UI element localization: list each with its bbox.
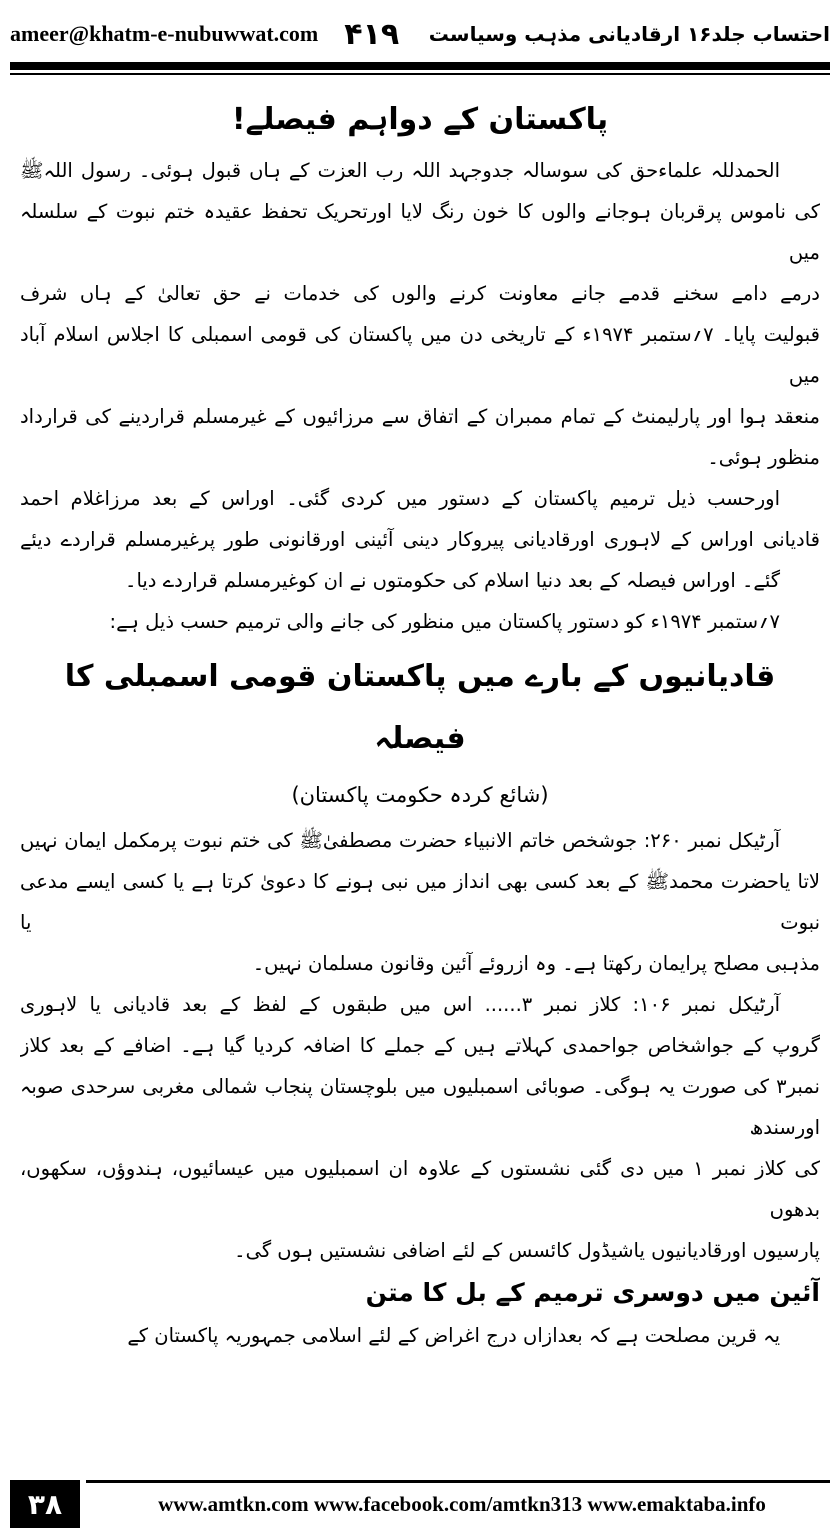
text-line: پارسیوں اورقادیانیوں یاشیڈول کائسس کے لئے اضافی نشستیں ہوں گی۔ xyxy=(234,1239,820,1262)
page-footer xyxy=(10,1480,830,1530)
text-line: الحمدللہ علماءحق کی سوسالہ جدوجہد اللہ رب العزت کے ہاں قبول ہوئی۔ رسول اللہﷺ xyxy=(20,159,780,182)
text-line: یہ قرین مصلحت ہے کہ بعدازاں درج اغراض کے لئے اسلامی جمہوریہ پاکستان کے xyxy=(127,1324,780,1347)
text-line: آرٹیکل نمبر ۱۰۶: کلاز نمبر ۳...... اس میں طبقوں کے لفظ کے بعد قادیانی یا لاہوری xyxy=(20,993,780,1016)
text-line: منعقد ہوا اور پارلیمنٹ کے تمام ممبران کے اتفاق سے مرزائیوں کے غیرمسلم قراردینے کی قرارداد xyxy=(20,405,820,428)
text-line: قبولیت پایا۔ ۷؍ستمبر ۱۹۷۴ء کے تاریخی دن میں پاکستان کی قومی اسمبلی کا اجلاس اسلام آباد میں xyxy=(20,323,820,387)
header-book-title: احتساب جلد۱۶ ارقادیانی مذہب وسیاست xyxy=(428,22,830,46)
paragraph-intro xyxy=(20,150,820,478)
header-email[interactable]: ameer@khatm-e-nubuwwat.com xyxy=(10,21,319,46)
paragraph-bill-text xyxy=(20,1315,820,1356)
text-line: منظور ہوئی۔ xyxy=(707,446,820,469)
paragraph-article-260 xyxy=(20,820,820,984)
text-line: لاتا یاحضرت محمدﷺ کے بعد کسی بھی انداز میں نبی ہونے کا دعویٰ کرتا ہے یا کسی ایسے مدعی نبوت یا xyxy=(20,870,820,934)
footer-rule xyxy=(86,1480,830,1483)
text-line: کی کلاز نمبر ۱ میں دی گئی نشستوں کے علاوہ ان اسمبلیوں میں عیسائیوں، ہندوؤں، سکھوں، بدھوں xyxy=(20,1157,820,1221)
page-content xyxy=(20,90,820,1415)
text-line: قادیانی اوراس کے لاہوری اورقادیانی پیروکار دینی آئینی اورقانونی طور پرغیرمسلم قراردے دیئے xyxy=(20,528,820,551)
header-rule-thin xyxy=(10,73,830,75)
paragraph-article-106 xyxy=(20,984,820,1271)
page-header xyxy=(10,10,830,58)
text-line: درمے دامے سخنے قدمے جانے معاونت کرنے والوں کی خدمات نے حق تعالیٰ کے ہاں شرف xyxy=(20,282,820,305)
text-line: ۷؍ستمبر ۱۹۷۴ء کو دستور پاکستان میں منظور کی جانے والی ترمیم حسب ذیل ہے: xyxy=(109,610,780,633)
section-heading-decision: قادیانیوں کے بارے میں پاکستان قومی اسمبلی کا فیصلہ xyxy=(64,659,776,756)
header-page-number: ۴۱۹ xyxy=(344,16,400,52)
header-rule-thick xyxy=(10,62,830,70)
text-line: آرٹیکل نمبر ۲۶۰: جوشخص خاتم الانبیاء حضرت مصطفیٰﷺ کی ختم نبوت پرمکمل ایمان نہیں xyxy=(20,829,780,852)
text-line: گئے۔ اوراس فیصلہ کے بعد دنیا اسلام کی حکومتوں نے ان کوغیرمسلم قراردے دیا۔ xyxy=(125,569,780,592)
page-title: پاکستان کے دواہم فیصلے! xyxy=(231,102,609,137)
footer-links[interactable]: www.amtkn.com www.facebook.com/amtkn313 www.emaktaba.info xyxy=(158,1492,766,1516)
text-line: گروپ کے جواشخاص جواحمدی کہلاتے ہیں کے جملے کا اضافہ کردیا گیا ہے۔ اضافے کے بعد کلاز xyxy=(20,1034,820,1057)
text-line: اورحسب ذیل ترمیم پاکستان کے دستور میں کردی گئی۔ اوراس کے بعد مرزاغلام احمد xyxy=(20,487,780,510)
text-line: نمبر۳ کی صورت یہ ہوگی۔ صوبائی اسمبلیوں میں بلوچستان پنجاب شمالی مغربی سرحدی صوبہ اورسندھ xyxy=(20,1075,820,1139)
footer-page-badge: ۳۸ xyxy=(10,1480,80,1528)
section-subheading: (شائع کردہ حکومت پاکستان) xyxy=(291,783,549,807)
text-line: مذہبی مصلح پرایمان رکھتا ہے۔ وہ ازروئے آئین وقانون مسلمان نہیں۔ xyxy=(252,952,820,975)
header-left xyxy=(10,17,399,52)
text-line: کی ناموس پرقربان ہوجانے والوں کا خون رنگ لایا اورتحریک تحفظ عقیدہ ختم نبوت کے سلسلہ میں xyxy=(20,200,820,264)
paragraph-amendment xyxy=(20,478,820,642)
section-heading-bill: آئین میں دوسری ترمیم کے بل کا متن xyxy=(365,1278,820,1307)
